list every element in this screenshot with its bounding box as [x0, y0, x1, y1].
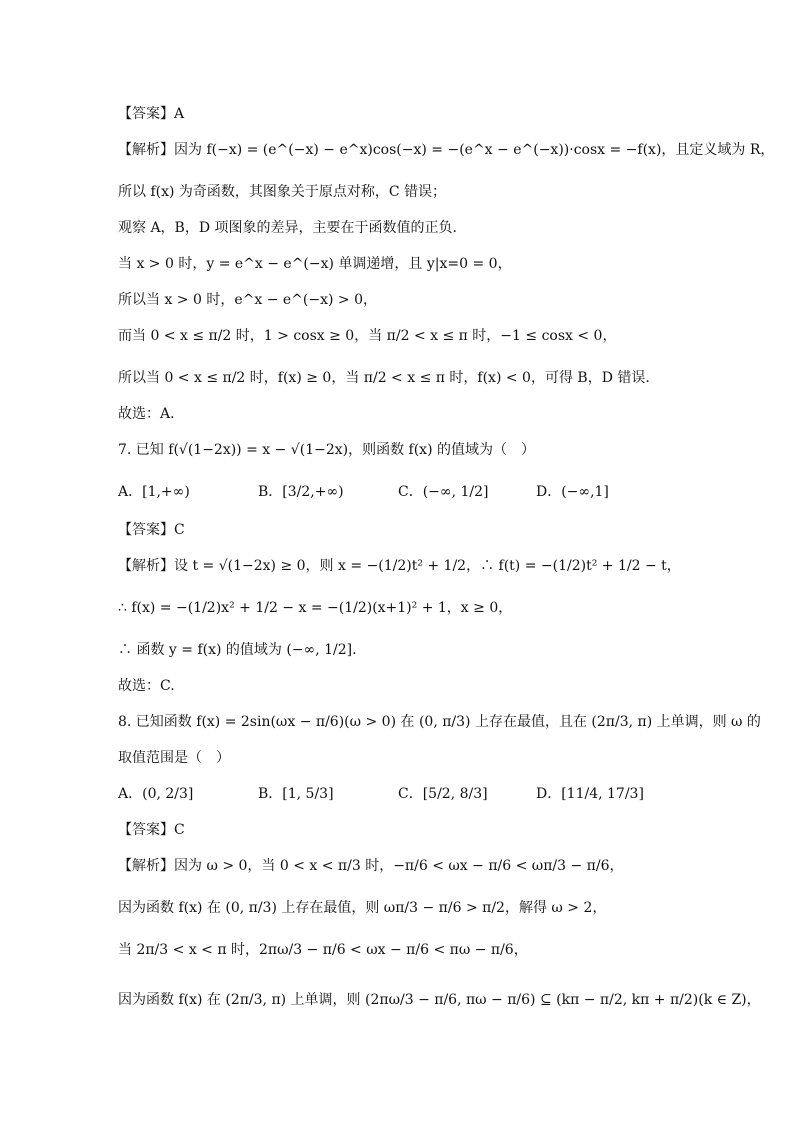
analysis-line: 而当 0 < x ≤ π/2 时，1 > cosx ≥ 0，当 π/2 < x ≤ π 时，−1 ≤ cosx < 0，: [118, 328, 617, 344]
conclusion-line: 故选：A．: [118, 406, 185, 422]
question-7-stem: 7. 已知 f(√(1−2x)) = x − √(1−2x)，则函数 f(x) 的值域为（ ）: [118, 442, 535, 458]
option-c: C．(−∞, 1/2]: [398, 484, 489, 500]
answer-label-q6: 【答案】A: [118, 106, 185, 122]
analysis-line: 当 2π/3 < x < π 时，2πω/3 − π/6 < ωx − π/6 < πω − π/6，: [118, 942, 528, 958]
question-8-stem-cont: 取值范围是（ ）: [118, 750, 230, 766]
option-c: C．[5/2, 8/3]: [398, 786, 488, 802]
analysis-line: 所以当 x > 0 时，e^x − e^(−x) > 0，: [118, 292, 377, 308]
option-d: D．[11/4, 17/3]: [536, 786, 644, 802]
analysis-line: 【解析】因为 f(−x) = (e^(−x) − e^x)cos(−x) = −(e^x − e^(−x))·cosx = −f(x)，且定义域为 R，: [118, 142, 775, 158]
answer-label-q8: 【答案】C: [118, 822, 185, 838]
option-b: B．[3/2,+∞): [258, 484, 344, 500]
question-8-stem: 8. 已知函数 f(x) = 2sin(ωx − π/6)(ω > 0) 在 (0, π/3) 上存在最值，且在 (2π/3, π) 上单调，则 ω 的: [118, 714, 761, 730]
option-a: A．(0, 2/3]: [118, 786, 194, 802]
option-a: A．[1,+∞): [118, 484, 190, 500]
answer-label-q7: 【答案】C: [118, 522, 185, 538]
analysis-line: ∴ 函数 y = f(x) 的值域为 (−∞, 1/2].: [118, 642, 357, 658]
analysis-line: 观察 A，B，D 项图象的差异，主要在于函数值的正负．: [118, 220, 467, 236]
analysis-line: 因为函数 f(x) 在 (0, π/3) 上存在最值，则 ωπ/3 − π/6 > π/2，解得 ω > 2，: [118, 900, 607, 916]
analysis-line: 当 x > 0 时，y = e^x − e^(−x) 单调递增，且 y|x=0 = 0，: [118, 256, 512, 272]
analysis-line: 所以当 0 < x ≤ π/2 时，f(x) ≥ 0，当 π/2 < x ≤ π 时，f(x) < 0，可得 B，D 错误.: [118, 370, 650, 386]
analysis-line: 【解析】因为 ω > 0，当 0 < x < π/3 时，−π/6 < ωx − π/6 < ωπ/3 − π/6，: [118, 858, 624, 874]
analysis-line: 所以 f(x) 为奇函数，其图象关于原点对称，C 错误；: [118, 184, 447, 200]
option-d: D．(−∞,1]: [536, 484, 609, 500]
analysis-line: ∴ f(x) = −(1/2)x² + 1/2 − x = −(1/2)(x+1)² + 1，x ≥ 0，: [118, 600, 513, 616]
analysis-line: 因为函数 f(x) 在 (2π/3, π) 上单调，则 (2πω/3 − π/6, πω − π/6) ⊆ (kπ − π/2, kπ + π/2)(k ∈ Z)，: [118, 992, 761, 1008]
analysis-line: 【解析】设 t = √(1−2x) ≥ 0，则 x = −(1/2)t² + 1/2，∴ f(t) = −(1/2)t² + 1/2 − t，: [118, 558, 681, 574]
option-b: B．[1, 5/3]: [258, 786, 334, 802]
conclusion-line: 故选：C.: [118, 678, 175, 694]
